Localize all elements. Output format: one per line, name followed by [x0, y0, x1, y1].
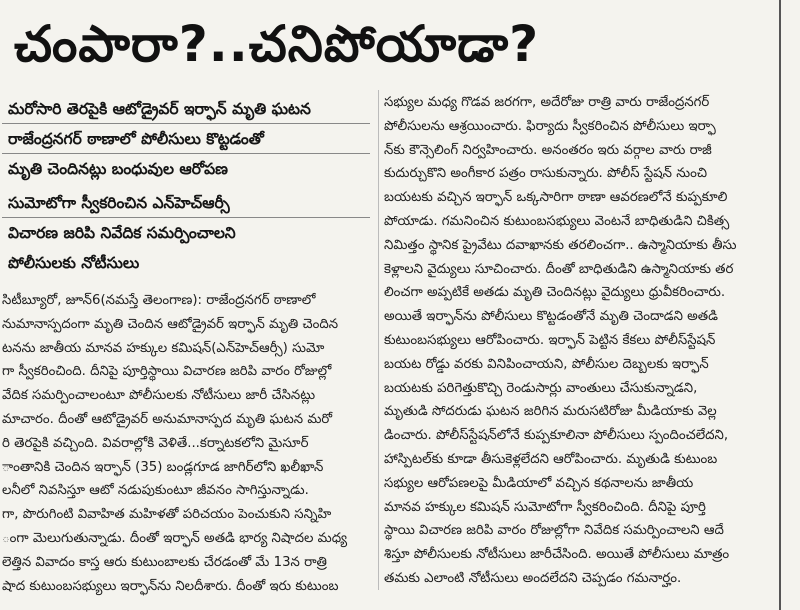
body-line: స్థాయి విచారణ జరిపి వారం రోజుల్లోగా నివేదిక సమర్పించాలని ఆదే	[384, 523, 724, 539]
body-line: పోలీసులను ఆశ్రయించారు. ఫిర్యాదు స్వీకరించిన పోలీసులు ఇర్ఫా	[384, 118, 716, 134]
subheading-2: రాజేంద్రనగర్ ఠాణాలో పోలీసులు కొట్టడంతో	[2, 124, 370, 154]
subheadings	[2, 94, 370, 278]
body-line: గా, పొరుగింటి వివాహిత మహిళతో పరిచయం పెంచుకుని సన్నిహి	[2, 507, 332, 523]
body-line: సభ్యుల ఆరోపణలపై మీడియాలో వచ్చిన కథనాలను జాతీయ	[384, 475, 694, 491]
body-line: రి తెరపైకి వచ్చింది. వివరాల్లోకి వెళితే...కర్నాటకలోని మైసూర్	[2, 435, 309, 451]
body-line: ాంతానికి చెందిన ఇర్ఫాన్ (35) బండ్లగూడ జాగిర్‌లోని ఖలీఖాన్	[2, 459, 324, 475]
body-line: అయితే ఇర్ఫాన్‌ను పోలీసులు కొట్టడంతోనే మృతి చెందాడని అతడి	[384, 309, 718, 325]
body-line: లెత్తిన వివాదం కాస్త ఆరు కుటుంబాలకు చేరడంతో మే 13న రాత్రి	[2, 554, 327, 570]
subheading-1: మరోసారి తెరపైకి ఆటోడ్రైవర్ ఇర్ఫాన్ మృతి ఘటన	[2, 94, 370, 124]
body-line: తమకు ఎలాంటి నోటీసులు అందలేదని చెప్పడం గమనార్హం.	[384, 570, 682, 586]
body-line: న్‌కు కౌన్సెలింగ్ నిర్వహించారు. అనంతరం ఇరు వర్గాల వారు రాజీ	[384, 142, 712, 158]
subheading-3: మృతి చెందినట్లు బంధువుల ఆరోపణ	[8, 160, 228, 178]
body-line: లించగా అప్పటికే అతడు మృతి చెందినట్లు వైద్యులు ధ్రువీకరించారు.	[384, 285, 726, 301]
body-line: బయటకు వచ్చిన ఇర్ఫాన్ ఒక్కసారిగా ఠాణా ఆవరణలోనే కుప్పకూలి	[384, 190, 728, 206]
body-line: బయటకు పరిగెత్తుకొచ్చి రెండుసార్లు వాంతులు చేసుకున్నాడని,	[384, 380, 698, 396]
body-line: గా స్వీకరించింది. దీనిపై పూర్తిస్థాయి విచారణ జరిపి వారం రోజుల్లో	[2, 364, 332, 380]
body-line: సిటీబ్యూరో, జూన్6(నమస్తే తెలంగాణ): రాజేంద్రనగర్ ఠాణాలో	[2, 293, 316, 308]
body-line: లనీలో నివసిస్తూ ఆటో నడుపుకుంటూ జీవనం సాగిస్తున్నాడు.	[2, 483, 309, 499]
body-line: కెళ్లాలని వైద్యులు సూచించారు. దీంతో బాధితుడిని ఉస్మానియాకు తర	[384, 261, 734, 277]
body-line: హాస్పిటల్‌కు కూడా తీసుకెళ్లలేదని ఆరోపించారు. మృతుడి కుటుంబ	[384, 451, 718, 467]
body-line: మృతుడి సోదరుడు ఘటన జరిగిన మరుసటిరోజు మీడియాకు వెల్ల	[384, 404, 717, 420]
body-line: శిస్తూ పోలీసులకు నోటీసులు జారీచేసింది. అయితే పోలీసులు మాత్రం	[384, 547, 730, 563]
body-line: బయట రోడ్డు వరకు వినిపించాయని, పోలీసుల దెబ్బలకు ఇర్ఫాన్	[384, 356, 709, 372]
column-divider	[378, 90, 379, 590]
body-line: నిమిత్తం స్థానిక ప్రైవేటు దవాఖానకు తరలించగా.. ఉస్మానియాకు తీసు	[384, 237, 737, 253]
subheading-4: సుమోటోగా స్వీకరించిన ఎన్‌హెచ్ఆర్సీ	[2, 188, 370, 218]
article-body-left-column	[2, 289, 374, 598]
body-line: టనను జాతీయ మానవ హక్కుల కమిషన్(ఎన్‌హెచ్ఆర్సీ) సుమో	[2, 340, 325, 356]
subheading-6: పోలీసులకు నోటీసులు	[8, 254, 140, 272]
body-line: మాచారం. దీంతో ఆటోడ్రైవర్ అనుమానాస్పద మృతి ఘటన మరో	[2, 411, 333, 427]
body-line: కుటుంబసభ్యులు ఆరోపించారు. ఇర్ఫాన్ పెట్టిన కేకలు పోలీస్‌స్టేషన్	[384, 332, 716, 348]
body-line: పోయాడు. గమనించిన కుటుంబసభ్యులు వెంటనే బాధితుడిని చికిత్స	[384, 213, 730, 229]
headline: చంపారా?..చనిపోయాడా?	[14, 15, 540, 73]
article-body-right-column	[384, 91, 772, 591]
body-line: సభ్యుల మధ్య గొడవ జరగగా, అదేరోజు రాత్రి వారు రాజేంద్రనగర్	[384, 95, 710, 110]
subheading-5: విచారణ జరిపి నివేదిక సమర్పించాలని	[8, 224, 236, 242]
body-line: షాద కుటుంబసభ్యులు ఇర్ఫాన్‌ను నిలదీశారు. దీంతో ఇరు కుటుంబ	[2, 578, 339, 594]
body-line: డించారు. పోలీస్‌స్టేషన్‌లోనే కుప్పకూలినా పోలీసులు స్పందించలేదని,	[384, 428, 729, 444]
body-line: మానవ హక్కుల కమిషన్ సుమోటోగా స్వీకరించింది. దీనిపై పూర్తి	[384, 499, 706, 515]
body-line: నుమానాస్పదంగా మృతి చెందిన ఆటోడ్రైవర్ ఇర్ఫాన్ మృతి చెందిన	[2, 316, 339, 332]
page-edge-rule	[779, 0, 781, 610]
body-line: వేదిక సమర్పించాలంటూ పోలీసులకు నోటీసులు జారీ చేసినట్లు	[2, 388, 316, 404]
body-line: ంగా మెలుగుతున్నాడు. దీంతో ఇర్ఫాన్ అతడి భార్య నిషాదల మధ్య	[2, 530, 348, 546]
body-line: కుదుర్చుకొని అంగీకార పత్రం రాసుకున్నారు. పోలీస్ స్టేషన్ నుంచి	[384, 166, 708, 182]
